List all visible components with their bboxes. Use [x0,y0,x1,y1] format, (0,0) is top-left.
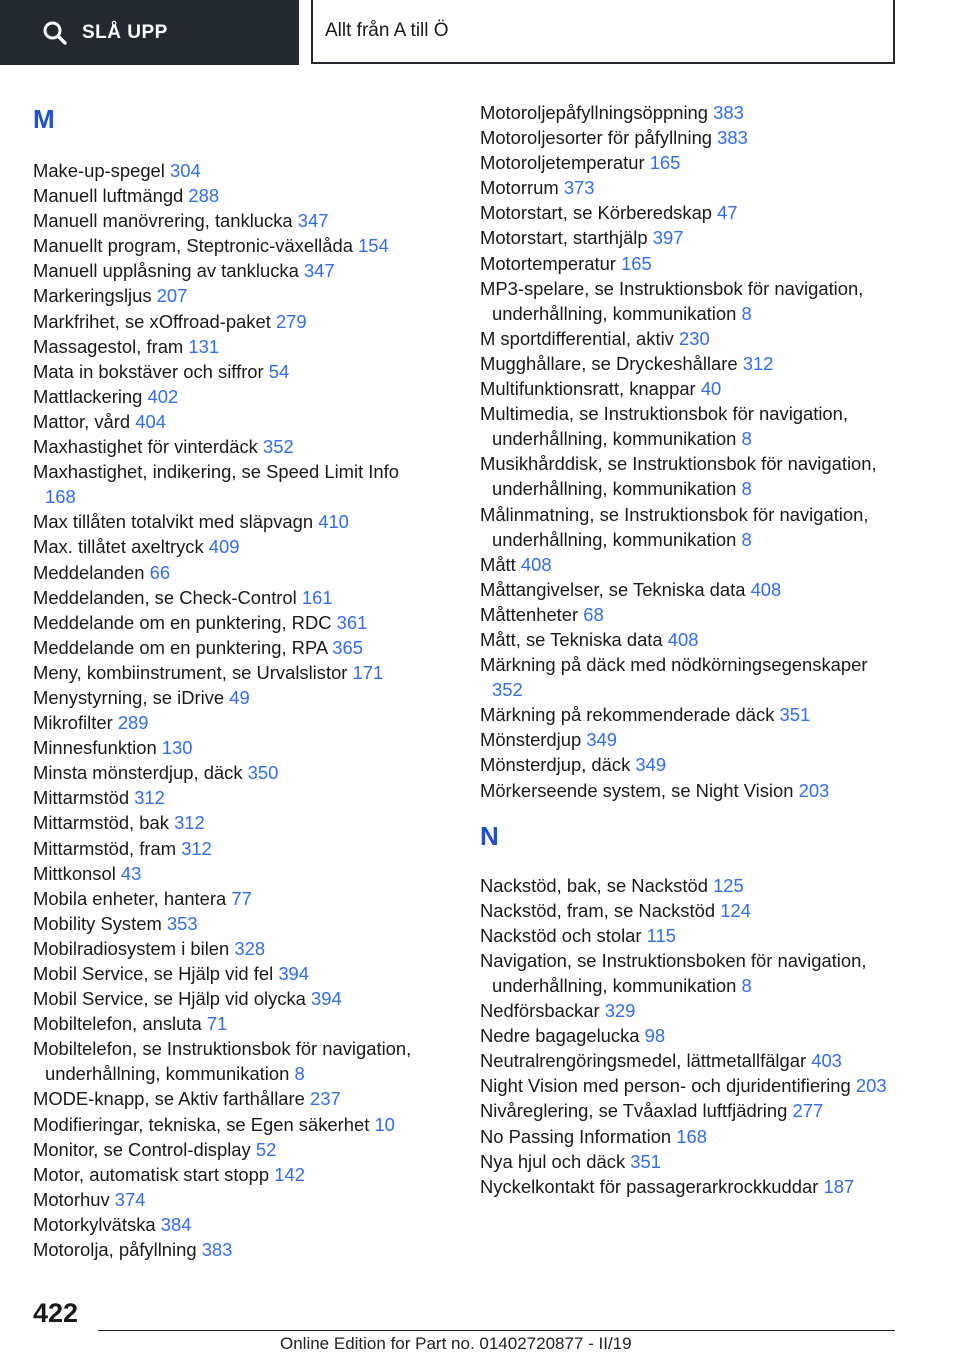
index-entry [480,627,900,652]
page-link[interactable]: 8 [741,975,752,996]
index-entry [480,100,900,125]
page-link[interactable]: 154 [358,235,389,257]
page-link[interactable]: 8 [741,478,752,500]
index-entry-text: Meddelanden [33,561,145,583]
page-link[interactable]: 230 [679,327,710,349]
index-entry-text: Måttenheter [480,603,579,625]
index-entry-text: Night Vision med person- och djuridentifiering [480,1075,851,1097]
index-entry-text: Nedförsbackar [480,1000,600,1022]
index-entry-text: Mönsterdjup [480,729,582,751]
index-entry-text: Mugghållare, se Dryckeshållare [480,352,738,374]
page-link[interactable]: 71 [206,1013,228,1035]
index-entry [480,225,900,250]
page-link[interactable]: 394 [278,963,310,984]
index-entry-text: Mobility System [33,912,162,934]
index-entry [33,861,433,886]
index-entry [480,1023,900,1048]
index-entry-text: Manuellt program, Steptronic-växellåda [33,235,353,257]
index-entry-text: Mobiltelefon, ansluta [33,1013,202,1035]
page-link[interactable]: 77 [231,887,252,909]
page-link[interactable]: 410 [318,511,349,533]
page-link[interactable]: 349 [586,729,618,751]
index-entry [33,635,433,660]
index-entry-text: Mata in bokstäver och siffror [33,360,264,382]
index-entry [33,459,433,509]
index-entry-text: Mörkerseende system, se Night Vision [480,779,794,801]
index-entry [480,602,900,627]
page-link[interactable]: 8 [741,528,752,550]
index-entry [480,451,900,501]
index-entry-text: Märkning på rekommenderade däck [480,704,775,726]
edition-footer: Online Edition for Part no. 01402720877 - II/19 [280,1334,632,1353]
search-icon [42,20,68,46]
index-entry-text: Motoroljetemperatur [480,152,645,174]
index-entry [480,1149,900,1174]
index-entry-text: Motoroljepåfyllningsöppning [480,102,708,123]
index-entry [480,998,900,1023]
index-entry [33,760,433,785]
index-entry [33,685,433,710]
page-number: 422 [33,1298,79,1328]
page-link[interactable]: 171 [352,661,384,683]
index-entry [33,710,433,735]
index-entry [480,276,900,326]
page-link[interactable]: 408 [667,628,699,650]
index-entry [33,1187,433,1212]
index-entry-text: Neutralrengöringsmedel, lättmetallfälgar [480,1050,807,1072]
index-entry-text: Mått [480,553,516,575]
index-entry-text: Mattor, vård [33,410,131,432]
page-link[interactable]: 361 [336,611,368,633]
page-link[interactable]: 397 [652,227,684,249]
index-entry [480,251,900,276]
index-entry-text: MP3-spelare, se Instruktionsbok för navigation, underhållning, kommunikation [480,277,864,324]
index-entry [480,502,900,552]
index-entry [33,434,433,459]
index-entry [33,283,433,308]
index-entry-text: Manuell luftmängd [33,185,184,207]
index-list-m [33,158,433,1262]
index-entry-text: Mått, se Tekniska data [480,628,663,650]
page-link[interactable]: 328 [234,937,266,959]
page-link[interactable]: 8 [741,428,752,450]
page-link[interactable]: 351 [630,1150,661,1172]
index-entry [33,409,433,434]
page-link[interactable]: 408 [750,578,782,600]
page-link[interactable]: 304 [170,160,201,181]
page-link[interactable]: 130 [161,737,193,759]
index-entry [33,258,433,283]
index-entry [33,961,433,986]
page-link[interactable]: 52 [255,1138,277,1160]
index-entry [33,986,433,1011]
index-entry [33,836,433,861]
index-entry [480,1124,900,1149]
index-entry [480,376,900,401]
page-link[interactable]: 402 [147,385,179,407]
page-link[interactable]: 383 [201,1239,233,1261]
index-list-m-continued [480,100,900,803]
page-link[interactable]: 352 [263,436,294,458]
index-entry-text: Motorolja, påfyllning [33,1239,197,1261]
index-entry [33,585,433,610]
index-entry [33,1011,433,1036]
section-letter-n: N [480,820,499,851]
index-entry-text: Motorrum [480,177,559,199]
index-entry-text: Max tillåten totalvikt med släpvagn [33,511,314,533]
index-entry [480,125,900,150]
page-link[interactable]: 131 [188,335,220,357]
index-entry [33,334,433,359]
index-entry-text: Mattlackering [33,385,143,407]
page-link[interactable]: 47 [717,202,738,224]
page-link[interactable]: 279 [275,310,307,332]
index-entry [33,1162,433,1187]
index-entry [33,810,433,835]
index-entry [480,778,900,803]
index-entry-text: MODE-knapp, se Aktiv farthållare [33,1088,305,1110]
index-entry-text: Nackstöd, fram, se Nackstöd [480,899,716,921]
page-link[interactable]: 207 [156,285,188,307]
index-entry-text: Mittarmstöd [33,787,130,809]
index-entry-text: Mikrofilter [33,712,113,734]
page-link[interactable]: 352 [492,679,523,701]
page-link[interactable]: 347 [297,210,329,232]
index-entry [480,1098,900,1123]
index-entry-text: Musikhårddisk, se Instruktionsbok för navigation, underhållning, kommunikation [480,453,877,500]
index-entry [33,1112,433,1137]
index-entry [33,1212,433,1237]
index-entry [480,1174,900,1199]
index-entry [480,351,900,376]
index-entry [480,948,900,998]
index-entry-text: Minnesfunktion [33,737,157,759]
index-entry-text: Nackstöd och stolar [480,924,642,946]
index-entry [480,1073,900,1098]
index-entry [480,552,900,577]
index-list-n [480,873,900,1199]
page-link[interactable]: 353 [166,912,198,934]
index-entry-text: Mobil Service, se Hjälp vid fel [33,963,274,984]
index-entry [33,208,433,233]
index-entry-text: Meddelande om en punktering, RPA [33,636,328,658]
page-link[interactable]: 54 [268,360,290,382]
index-entry-text: Maxhastighet, indikering, se Speed Limit Info [33,461,399,483]
index-entry [480,652,900,702]
index-entry [33,158,433,183]
index-entry [33,309,433,334]
index-entry-text: Make-up-spegel [33,160,165,181]
index-entry [480,898,900,923]
page-link[interactable]: 68 [583,603,604,625]
page-link[interactable]: 349 [635,754,667,776]
index-entry [33,911,433,936]
page-link[interactable]: 237 [310,1088,341,1110]
index-entry-text: Motorhuv [33,1188,110,1210]
index-entry [33,1137,433,1162]
index-entry [33,183,433,208]
section-letter-m: M [33,104,55,134]
page-link[interactable]: 350 [247,762,279,784]
index-entry [33,384,433,409]
page-link[interactable]: 142 [274,1163,305,1185]
page-link[interactable]: 409 [208,536,240,558]
index-entry [480,577,900,602]
index-entry-text: Mittarmstöd, bak [33,812,169,834]
page-link[interactable]: 404 [135,410,166,432]
page-link[interactable]: 8 [741,302,752,324]
index-entry [33,1086,433,1111]
index-entry [480,150,900,175]
index-entry-text: Motorstart, starthjälp [480,227,648,249]
index-entry-text: Markfrihet, se xOffroad-paket [33,310,271,332]
index-entry-text: Meddelande om en punktering, RDC [33,611,332,633]
index-entry-text: Markeringsljus [33,285,152,307]
lookup-button-label: SLÅ UPP [82,21,168,43]
page-link[interactable]: 374 [114,1188,146,1210]
index-entry [480,1048,900,1073]
index-entry-text: Mobila enheter, hantera [33,887,227,909]
page-link[interactable]: 125 [713,874,744,896]
index-entry [33,610,433,635]
index-entry [33,936,433,961]
index-entry-text: Motoroljesorter för påfyllning [480,127,713,149]
page-link[interactable]: 8 [294,1063,305,1085]
index-entry-text: Målinmatning, se Instruktionsbok för navigation, underhållning, kommunikation [480,503,869,550]
index-entry-text: Motortemperatur [480,252,616,274]
index-entry [33,1036,433,1086]
index-entry-text: Max. tillåtet axeltryck [33,536,204,558]
index-entry-text: Motorstart, se Körberedskap [480,202,713,224]
index-entry [480,702,900,727]
index-entry-text: Mönsterdjup, däck [480,754,631,776]
page-link[interactable]: 161 [301,586,333,608]
index-entry-text: Motor, automatisk start stopp [33,1163,270,1185]
page-link[interactable]: 165 [649,152,681,174]
page-link[interactable]: 312 [134,787,165,809]
page-link[interactable]: 383 [717,127,748,149]
index-entry [480,752,900,777]
index-entry [33,1237,433,1262]
index-entry [33,534,433,559]
page-link[interactable]: 403 [811,1050,842,1072]
index-entry-text: Märkning på däck med nödkörningsegenskaper [480,654,868,676]
index-entry-text: Mittarmstöd, fram [33,837,177,859]
index-entry [480,326,900,351]
index-entry-text: Mobil Service, se Hjälp vid olycka [33,988,306,1010]
index-entry-text: Monitor, se Control-display [33,1138,251,1160]
page-link[interactable]: 115 [646,924,676,946]
page-link[interactable]: 203 [855,1075,887,1097]
index-entry [480,175,900,200]
index-entry-text: M sportdifferential, aktiv [480,327,674,349]
page-link[interactable]: 383 [713,102,744,123]
index-entry [33,735,433,760]
page-link[interactable]: 347 [303,260,335,282]
page-link[interactable]: 408 [520,553,552,575]
index-entry-text: Mobiltelefon, se Instruktionsbok för navigation, underhållning, kommunikation [33,1038,412,1085]
index-entry-text: Nya hjul och däck [480,1150,626,1172]
page-link[interactable]: 40 [700,378,722,400]
index-entry-text: Nackstöd, bak, se Nackstöd [480,874,708,896]
footer-divider [98,1330,895,1331]
index-entry [480,873,900,898]
index-entry-text: No Passing Information [480,1125,672,1147]
breadcrumb[interactable]: Allt från A till Ö [311,0,895,64]
index-column-left [33,100,433,1262]
index-entry-text: Nedre bagagelucka [480,1025,640,1047]
top-bar [0,0,960,66]
page-link[interactable]: 168 [45,486,76,508]
page-link[interactable]: 351 [779,704,811,726]
page-link[interactable]: 312 [174,812,205,834]
page-link[interactable]: 49 [229,686,250,708]
index-entry-text: Manuell manövrering, tanklucka [33,210,293,232]
index-entry-text: Multimedia, se Instruktionsbok för navigation, underhållning, kommunikation [480,403,848,450]
lookup-button[interactable] [0,0,299,65]
page-link[interactable]: 289 [117,712,149,734]
page-link[interactable]: 288 [188,185,220,207]
page-link[interactable]: 384 [160,1213,192,1235]
index-entry [33,509,433,534]
page-link[interactable]: 43 [120,862,142,884]
index-column-right [480,100,900,1199]
page-link[interactable]: 373 [563,177,595,199]
index-entry-text: Måttangivelser, se Tekniska data [480,578,746,600]
index-entry [480,727,900,752]
page-link[interactable]: 168 [676,1125,707,1147]
index-entry [33,886,433,911]
index-entry-text: Minsta mönsterdjup, däck [33,762,243,784]
page-link[interactable]: 312 [181,837,212,859]
index-entry-text: Motorkylvätska [33,1213,156,1235]
page-link[interactable]: 165 [621,252,652,274]
index-entry-text: Massagestol, fram [33,335,184,357]
index-entry-text: Multifunktionsratt, knappar [480,378,696,400]
page-link[interactable]: 124 [720,899,751,921]
index-entry-text: Modifieringar, tekniska, se Egen säkerhet [33,1113,370,1135]
page-link[interactable]: 394 [311,988,342,1010]
index-entry-text: Menystyrning, se iDrive [33,686,225,708]
index-entry-text: Mittkonsol [33,862,116,884]
page-link[interactable]: 312 [742,352,774,374]
page-link[interactable]: 203 [798,779,830,801]
index-entry-text: Maxhastighet för vinterdäck [33,436,258,458]
index-entry-text: Mobilradiosystem i bilen [33,937,230,959]
index-entry [33,785,433,810]
index-entry-text: Nivåreglering, se Tvåaxlad luftfjädring [480,1100,788,1122]
index-entry [480,401,900,451]
page-link[interactable]: 66 [149,561,171,583]
index-entry [33,233,433,258]
index-entry-text: Manuell upplåsning av tanklucka [33,260,299,282]
page-link[interactable]: 277 [792,1100,824,1122]
index-entry [480,200,900,225]
index-entry [480,923,900,948]
page-link[interactable]: 187 [823,1175,855,1197]
index-entry-text: Nyckelkontakt för passagerarkrockkuddar [480,1175,819,1197]
index-entry [33,660,433,685]
index-entry-text: Meddelanden, se Check-Control [33,586,297,608]
index-entry [33,560,433,585]
page-link[interactable]: 10 [374,1113,395,1135]
page-link[interactable]: 98 [644,1025,666,1047]
page-link[interactable]: 329 [604,1000,636,1022]
index-entry-text: Navigation, se Instruktionsboken för navigation, underhållning, kommunikation [480,949,867,996]
page-link[interactable]: 365 [332,636,363,658]
index-entry-text: Meny, kombiinstrument, se Urvalslistor [33,661,348,683]
index-entry [33,359,433,384]
